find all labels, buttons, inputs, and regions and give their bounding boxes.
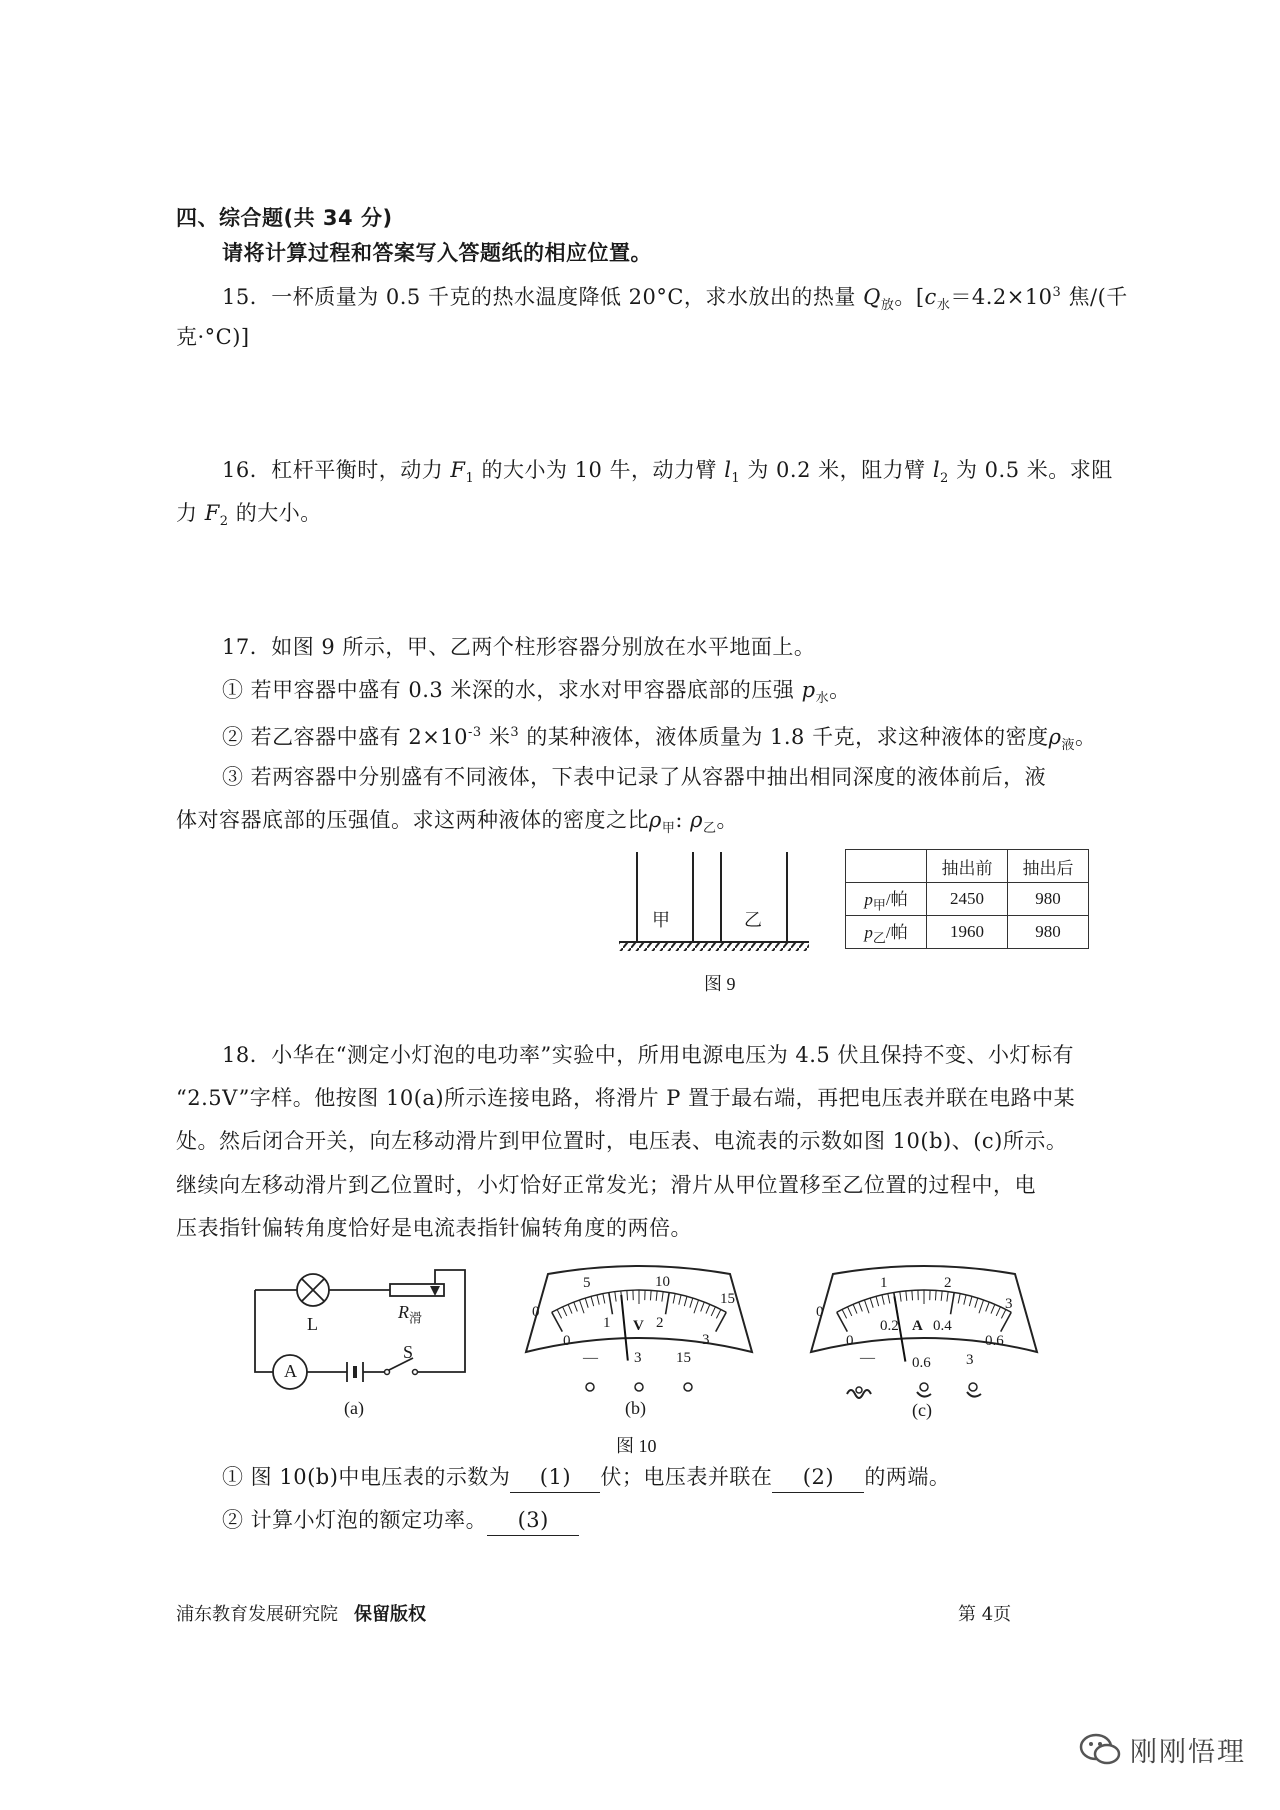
switch-contact — [413, 1370, 418, 1375]
voltmeter-terminals — [586, 1383, 692, 1391]
footer-page-number: 第 4页 — [958, 1604, 1012, 1625]
voltmeter-upper-tick: 5 — [583, 1275, 591, 1291]
q18-sub1: ① 图 10(b)中电压表的示数为 (1) 伏；电压表并联在 (2) 的两端。 — [222, 1462, 950, 1493]
answer-blank-3: (3) — [487, 1505, 579, 1536]
q18-line2: “2.5V”字样。他按图 10(a)所示连接电路，将滑片 P 置于最右端，再把电压表并联在电路中某 — [176, 1086, 1076, 1110]
section-instruction: 请将计算过程和答案写入答题纸的相应位置。 — [222, 241, 652, 265]
voltmeter-upper-tick: 15 — [720, 1291, 735, 1307]
circuit-label-A: A — [284, 1361, 297, 1381]
table-cell: 2450 — [927, 883, 1008, 916]
ammeter-upper-tick: 3 — [1005, 1296, 1013, 1312]
wechat-logo-icon — [1078, 1729, 1124, 1769]
table-header-row — [846, 850, 1089, 883]
ammeter-lower-tick: 0.4 — [933, 1318, 952, 1334]
voltmeter-caption: (b) — [625, 1398, 646, 1418]
ammeter-upper-tick: 1 — [880, 1275, 888, 1291]
scale-tick — [650, 1290, 651, 1300]
q18-line4: 继续向左移动滑片到乙位置时，小灯恰好正常发光；滑片从甲位置移至乙位置的过程中，电 — [176, 1173, 1036, 1197]
ammeter-upper-tick: 2 — [944, 1275, 952, 1291]
table-header-cell — [846, 850, 927, 883]
scale-tick — [627, 1290, 628, 1300]
lamp-symbol — [297, 1274, 329, 1306]
voltmeter-symbol: V — [633, 1318, 644, 1334]
ammeter-lower-tick: 0 — [846, 1333, 854, 1349]
scale-tick — [935, 1290, 936, 1300]
answer-blank-1: (1) — [510, 1462, 600, 1493]
figure-9-containers — [615, 848, 815, 960]
q18-sub2: ② 计算小灯泡的额定功率。 (3) — [222, 1505, 579, 1536]
circuit-diagram — [235, 1262, 475, 1412]
q17-intro: 17．如图 9 所示，甲、乙两个柱形容器分别放在水平地面上。 — [222, 635, 816, 659]
voltmeter-upper-tick: 0 — [532, 1304, 540, 1320]
table-row-label: $p_乙/$帕 — [846, 916, 927, 949]
ammeter-terminal-label: — — [860, 1350, 875, 1366]
fig10-caption: 图 10 — [616, 1436, 657, 1456]
voltmeter-face — [526, 1266, 752, 1352]
voltmeter-terminal-label: — — [583, 1350, 598, 1366]
ground-hatch — [619, 943, 809, 951]
q18-line1: 18．小华在“测定小灯泡的电功率”实验中，所用电源电压为 4.5 伏且保持不变、小灯标有 — [222, 1043, 1074, 1067]
pressure-table — [845, 849, 1089, 949]
q17-part2: ② 若乙容器中盛有 $2\times 10^{-3}$ 米$^3$ 的某种液体，液体质量为 1.8 千克，求这种液体的密度$\rho_液$。 — [222, 725, 1097, 754]
footer-publisher: 浦东教育发展研究院 保留版权 — [176, 1604, 426, 1625]
table-row — [846, 883, 1089, 916]
fig9-label-yi: 乙 — [744, 910, 762, 930]
voltmeter-lower-tick: 0 — [563, 1333, 571, 1349]
ammeter-caption: (c) — [912, 1400, 932, 1420]
section-title: 四、综合题(共 34 分) — [176, 206, 393, 230]
ammeter-symbol: A — [912, 1318, 923, 1334]
ammeter-lower-tick: 0.2 — [880, 1318, 899, 1334]
q18-line3: 处。然后闭合开关，向左移动滑片到甲位置时，电压表、电流表的示数如图 10(b)、(c)所示。 — [176, 1129, 1068, 1153]
q15-line1: 15．一杯质量为 0.5 千克的热水温度降低 20°C，求水放出的热量 $Q_放$。[$c_水=4.2\times 10^3$ 焦/(千 — [222, 285, 1128, 314]
q17-part3-line2: 体对容器底部的压强值。求这两种液体的密度之比$\rho_甲$: $\rho_乙$。 — [176, 808, 739, 837]
ammeter-lower-tick: 0.6 — [985, 1333, 1004, 1349]
q18-line5: 压表指针偏转角度恰好是电流表指针偏转角度的两倍。 — [176, 1216, 692, 1240]
table-row — [846, 916, 1089, 949]
table-row-label: $p_甲/$帕 — [846, 883, 927, 916]
circuit-label-R: $R_滑$ — [398, 1302, 423, 1326]
fig9-caption: 图 9 — [704, 974, 736, 994]
table-cell: 980 — [1008, 883, 1089, 916]
q17-part1: ① 若甲容器中盛有 0.3 米深的水，求水对甲容器底部的压强 $p_水$。 — [222, 678, 851, 707]
table-cell: 980 — [1008, 916, 1089, 949]
scale-tick — [912, 1290, 913, 1300]
watermark-text: 刚刚悟理 — [1130, 1737, 1246, 1768]
circuit-caption: (a) — [344, 1398, 364, 1418]
voltmeter-lower-tick: 1 — [603, 1315, 611, 1331]
table-header-cell: 抽出前 — [927, 850, 1008, 883]
switch-contact — [385, 1370, 390, 1375]
ammeter-terminal-label: 3 — [966, 1352, 974, 1368]
answer-blank-2: (2) — [772, 1462, 864, 1493]
voltmeter-terminal-label: 15 — [676, 1350, 691, 1366]
fig9-label-jia: 甲 — [652, 910, 670, 930]
ammeter-terminal-label: 0.6 — [912, 1355, 931, 1371]
wire-coil-mid — [917, 1392, 931, 1397]
voltmeter-terminal-label: 3 — [634, 1350, 642, 1366]
wire-coil-right — [967, 1392, 981, 1397]
q16-line2: 力 $F_2$ 的大小。 — [176, 501, 322, 530]
q15-line2: 克·°C)] — [176, 325, 250, 349]
table-cell: 1960 — [927, 916, 1008, 949]
circuit-label-L: L — [307, 1314, 318, 1334]
ammeter-upper-tick: 0 — [816, 1304, 824, 1320]
voltmeter-lower-tick: 2 — [656, 1315, 664, 1331]
table-header-cell: 抽出后 — [1008, 850, 1089, 883]
q16-line1: 16．杠杆平衡时，动力 $F_1$ 的大小为 10 牛，动力臂 $l_1$ 为 0.2 米，阻力臂 $l_2$ 为 0.5 米。求阻 — [222, 458, 1113, 487]
voltmeter-upper-tick: 10 — [655, 1274, 670, 1290]
q17-part3-line1: ③ 若两容器中分别盛有不同液体，下表中记录了从容器中抽出相同深度的液体前后，液 — [222, 765, 1047, 789]
circuit-label-S: S — [403, 1342, 414, 1362]
voltmeter-lower-tick: 3 — [702, 1332, 710, 1348]
ammeter-terminals — [847, 1383, 981, 1398]
wire-coil-left — [847, 1390, 871, 1398]
